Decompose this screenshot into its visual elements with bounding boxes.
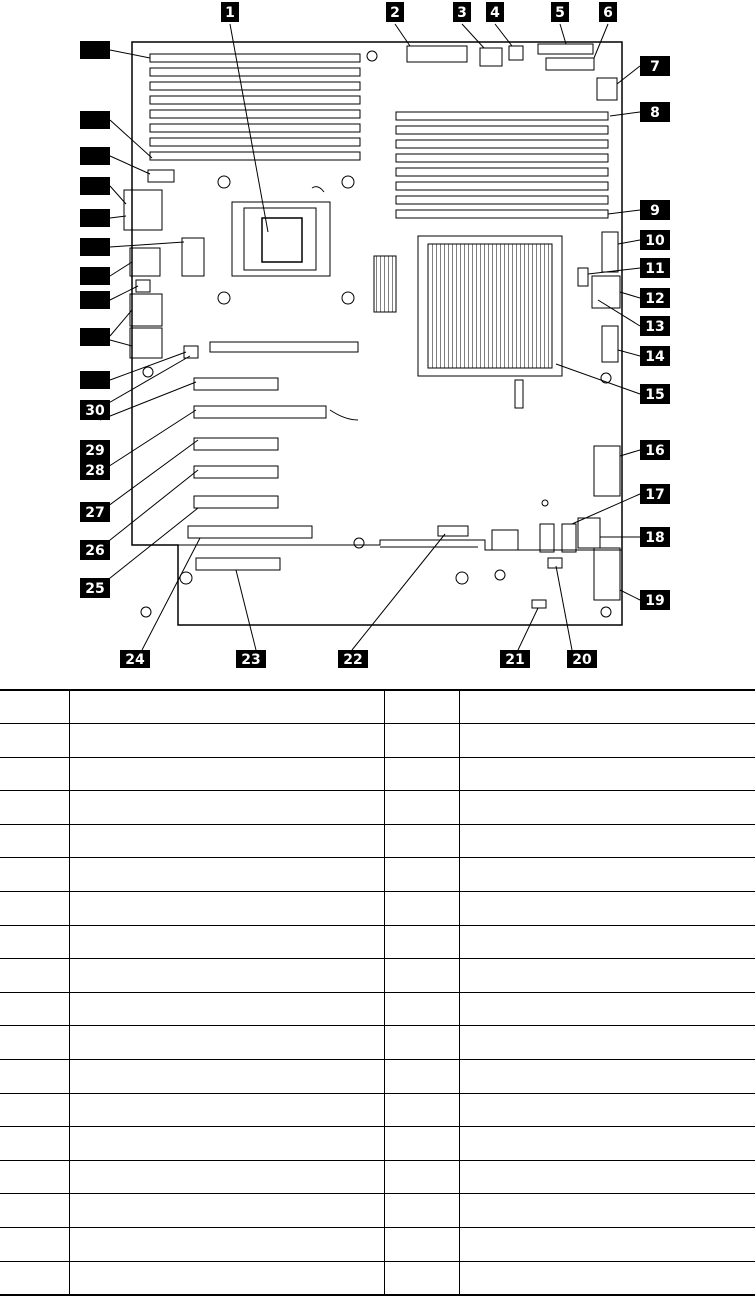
svg-text:16: 16 [645, 443, 665, 459]
legend-callout-cell [0, 1227, 69, 1261]
callout-5 [551, 2, 569, 22]
svg-text:26: 26 [85, 543, 105, 559]
legend-description-cell [69, 791, 384, 825]
svg-text:12: 12 [645, 291, 665, 307]
legend-description-cell [69, 724, 384, 758]
legend-callout-cell [384, 925, 459, 959]
legend-callout-cell [384, 724, 459, 758]
legend-description-cell [459, 757, 755, 791]
top-connectors [407, 44, 617, 100]
callout-12 [640, 288, 670, 308]
callout-16 [640, 440, 670, 460]
callout-9 [640, 200, 670, 220]
svg-text:28: 28 [85, 463, 105, 479]
legend-callout-cell [384, 1194, 459, 1228]
legend-description-cell [459, 690, 755, 724]
svg-text:1: 1 [225, 5, 235, 21]
legend-callout-cell [0, 1026, 69, 1060]
legend-row [0, 724, 755, 758]
legend-row [0, 1261, 755, 1295]
svg-text:2: 2 [390, 5, 400, 21]
legend-description-cell [69, 1093, 384, 1127]
dimm-bank-left [150, 54, 360, 160]
legend-description-cell [69, 959, 384, 993]
legend-callout-cell [0, 925, 69, 959]
legend-description-cell [459, 959, 755, 993]
legend-description-cell [69, 1227, 384, 1261]
legend-callout-cell [384, 992, 459, 1026]
legend-callout-cell [384, 690, 459, 724]
svg-text:17: 17 [645, 487, 665, 503]
legend-row [0, 992, 755, 1026]
unlabeled-callout [80, 209, 110, 227]
legend-description-cell [459, 791, 755, 825]
callout-15 [640, 384, 670, 404]
legend-description-cell [69, 858, 384, 892]
callout-10 [640, 230, 670, 250]
legend-row [0, 1059, 755, 1093]
legend-description-cell [69, 992, 384, 1026]
legend-description-cell [459, 858, 755, 892]
legend-row [0, 757, 755, 791]
legend-description-cell [459, 1093, 755, 1127]
callout-28 [80, 460, 110, 480]
legend-description-cell [459, 925, 755, 959]
heatsink [418, 236, 562, 376]
legend-description-cell [69, 824, 384, 858]
callout-6 [599, 2, 617, 22]
svg-text:3: 3 [457, 5, 467, 21]
callout-19 [640, 590, 670, 610]
legend-description-cell [459, 824, 755, 858]
callout-21 [500, 650, 530, 668]
callout-3 [453, 2, 471, 22]
legend-callout-cell [0, 757, 69, 791]
legend-row [0, 1227, 755, 1261]
svg-text:22: 22 [343, 652, 363, 668]
svg-text:10: 10 [645, 233, 665, 249]
callout-18 [640, 527, 670, 547]
unlabeled-callout [80, 371, 110, 389]
legend-description-cell [69, 1127, 384, 1161]
legend-description-cell [69, 891, 384, 925]
chipset [374, 256, 396, 312]
legend-callout-cell [384, 959, 459, 993]
legend-callout-cell [384, 1261, 459, 1295]
legend-description-cell [69, 925, 384, 959]
dimm-bank-right [396, 112, 608, 218]
unlabeled-callout [80, 328, 110, 346]
legend-description-cell [459, 1160, 755, 1194]
callout-1 [221, 2, 239, 22]
legend-callout-cell [0, 858, 69, 892]
legend-callout-cell [0, 690, 69, 724]
svg-text:9: 9 [650, 203, 660, 219]
legend-callout-cell [384, 891, 459, 925]
callout-7 [640, 56, 670, 76]
legend-callout-cell [384, 824, 459, 858]
svg-text:14: 14 [645, 349, 665, 365]
legend-callout-cell [0, 891, 69, 925]
legend-callout-cell [384, 1093, 459, 1127]
callout-20 [567, 650, 597, 668]
legend-row [0, 959, 755, 993]
legend-description-cell [459, 1059, 755, 1093]
svg-text:6: 6 [603, 5, 613, 21]
rear-io [124, 170, 204, 358]
svg-text:4: 4 [490, 5, 500, 21]
svg-text:5: 5 [555, 5, 565, 21]
legend-row [0, 1160, 755, 1194]
legend-row [0, 858, 755, 892]
svg-text:15: 15 [645, 387, 665, 403]
legend-description-cell [459, 1194, 755, 1228]
svg-text:30: 30 [85, 403, 105, 419]
callout-24 [120, 650, 150, 668]
legend-row [0, 824, 755, 858]
svg-text:13: 13 [645, 319, 665, 335]
legend-callout-cell [384, 858, 459, 892]
callout-4 [486, 2, 504, 22]
unlabeled-callout [80, 267, 110, 285]
legend-description-cell [69, 690, 384, 724]
callout-legend-table [0, 689, 755, 1296]
svg-text:29: 29 [85, 443, 105, 459]
legend-description-cell [69, 1059, 384, 1093]
legend-description-cell [69, 757, 384, 791]
callout-14 [640, 346, 670, 366]
callout-29 [80, 440, 110, 460]
legend-callout-cell [0, 1093, 69, 1127]
legend-callout-cell [0, 1194, 69, 1228]
legend-description-cell [69, 1160, 384, 1194]
legend-row [0, 1194, 755, 1228]
callout-27 [80, 502, 110, 522]
svg-text:18: 18 [645, 530, 665, 546]
legend-description-cell [459, 1127, 755, 1161]
unlabeled-callout [80, 238, 110, 256]
legend-description-cell [69, 1261, 384, 1295]
legend-row [0, 690, 755, 724]
legend-row [0, 1127, 755, 1161]
legend-body [0, 690, 755, 1295]
callout-17 [640, 484, 670, 504]
unlabeled-callout [80, 111, 110, 129]
legend-row [0, 791, 755, 825]
callout-13 [640, 316, 670, 336]
legend-callout-cell [384, 1059, 459, 1093]
legend-callout-cell [0, 1127, 69, 1161]
legend-description-cell [459, 1261, 755, 1295]
legend-callout-cell [0, 959, 69, 993]
svg-text:7: 7 [650, 59, 660, 75]
callout-26 [80, 540, 110, 560]
callout-23 [236, 650, 266, 668]
legend-description-cell [459, 891, 755, 925]
callout-2 [386, 2, 404, 22]
svg-text:24: 24 [125, 652, 145, 668]
callout-25 [80, 578, 110, 598]
unlabeled-callouts [80, 41, 110, 389]
unlabeled-callout [80, 291, 110, 309]
legend-callout-cell [384, 1160, 459, 1194]
callout-30 [80, 400, 110, 420]
riser-outline [178, 540, 622, 625]
legend-callout-cell [384, 757, 459, 791]
legend-callout-cell [384, 1227, 459, 1261]
legend-description-cell [69, 1194, 384, 1228]
legend-row [0, 1093, 755, 1127]
legend-description-cell [459, 992, 755, 1026]
legend-callout-cell [384, 791, 459, 825]
legend-callout-cell [0, 791, 69, 825]
legend-row [0, 1026, 755, 1060]
legend-callout-cell [0, 992, 69, 1026]
svg-text:23: 23 [241, 652, 261, 668]
callout-8 [640, 102, 670, 122]
svg-text:11: 11 [645, 261, 665, 277]
svg-text:27: 27 [85, 505, 105, 521]
legend-callout-cell [0, 824, 69, 858]
svg-text:21: 21 [505, 652, 525, 668]
unlabeled-callout [80, 41, 110, 59]
legend-callout-cell [384, 1026, 459, 1060]
legend-callout-cell [384, 1127, 459, 1161]
cpu-socket [232, 187, 330, 276]
legend-description-cell [459, 724, 755, 758]
legend-row [0, 891, 755, 925]
legend-description-cell [69, 1026, 384, 1060]
callout-22 [338, 650, 368, 668]
legend-description-cell [459, 1227, 755, 1261]
svg-text:8: 8 [650, 105, 660, 121]
callout-11 [640, 258, 670, 278]
unlabeled-callout [80, 177, 110, 195]
svg-text:19: 19 [645, 593, 665, 609]
unlabeled-callout [80, 147, 110, 165]
legend-description-cell [459, 1026, 755, 1060]
legend-callout-cell [0, 1160, 69, 1194]
svg-text:20: 20 [572, 652, 592, 668]
legend-row [0, 925, 755, 959]
legend-callout-cell [0, 1059, 69, 1093]
legend-callout-cell [0, 1261, 69, 1295]
svg-text:25: 25 [85, 581, 105, 597]
legend-callout-cell [0, 724, 69, 758]
